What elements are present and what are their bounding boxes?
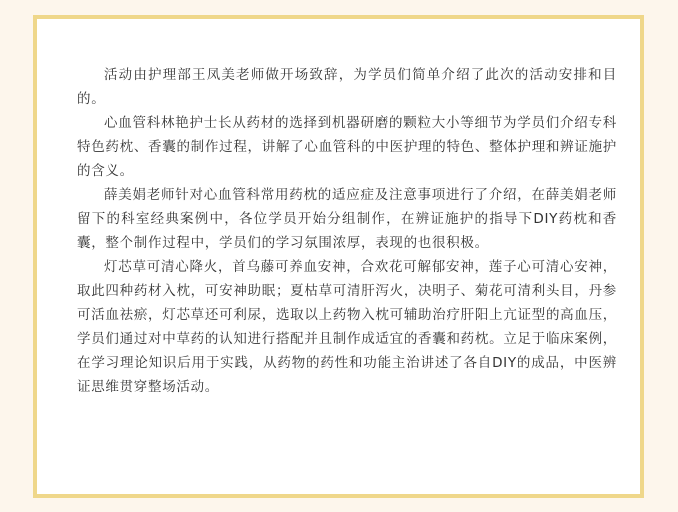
article-body [77, 63, 617, 399]
paragraph-opening-speech: 活动由护理部王凤美老师做开场致辞，为学员们简单介绍了此次的活动安排和目的。 [77, 67, 617, 107]
paragraph-pillow-introduction: 心血管科林艳护士长从药材的选择到机器研磨的颗粒大小等细节为学员们介绍专科特色药枕、香囊的制作过程，讲解了心血管科的中医护理的特色、整体护理和辨证施护的含义。 [77, 115, 617, 179]
paragraph-herb-effects: 灯芯草可清心降火，首乌藤可养血安神，合欢花可解郁安神，莲子心可清心安神，取此四种药材入枕，可安神助眠；夏枯草可清肝泻火，决明子、菊花可清利头目，丹参可活血祛瘀，灯芯草还可利尿，选取以上药物入枕可辅助治疗肝阳上亢证型的高血压，学员们通过对中草药的认知进行搭配并且制作成适宜的香囊和药枕。立足于临床案例，在学习理论知识后用于实践，从药物的药性和功能主治讲述了各自DIY的成品，中医辨证思维贯穿整场活动。 [77, 259, 617, 395]
paragraph-group-making: 薛美娟老师针对心血管科常用药枕的适应症及注意事项进行了介绍，在薛美娟老师留下的科室经典案例中，各位学员开始分组制作，在辨证施护的指导下DIY药枕和香囊，整个制作过程中，学员们的学习氛围浓厚，表现的也很积极。 [77, 187, 617, 251]
article-frame [33, 15, 644, 498]
